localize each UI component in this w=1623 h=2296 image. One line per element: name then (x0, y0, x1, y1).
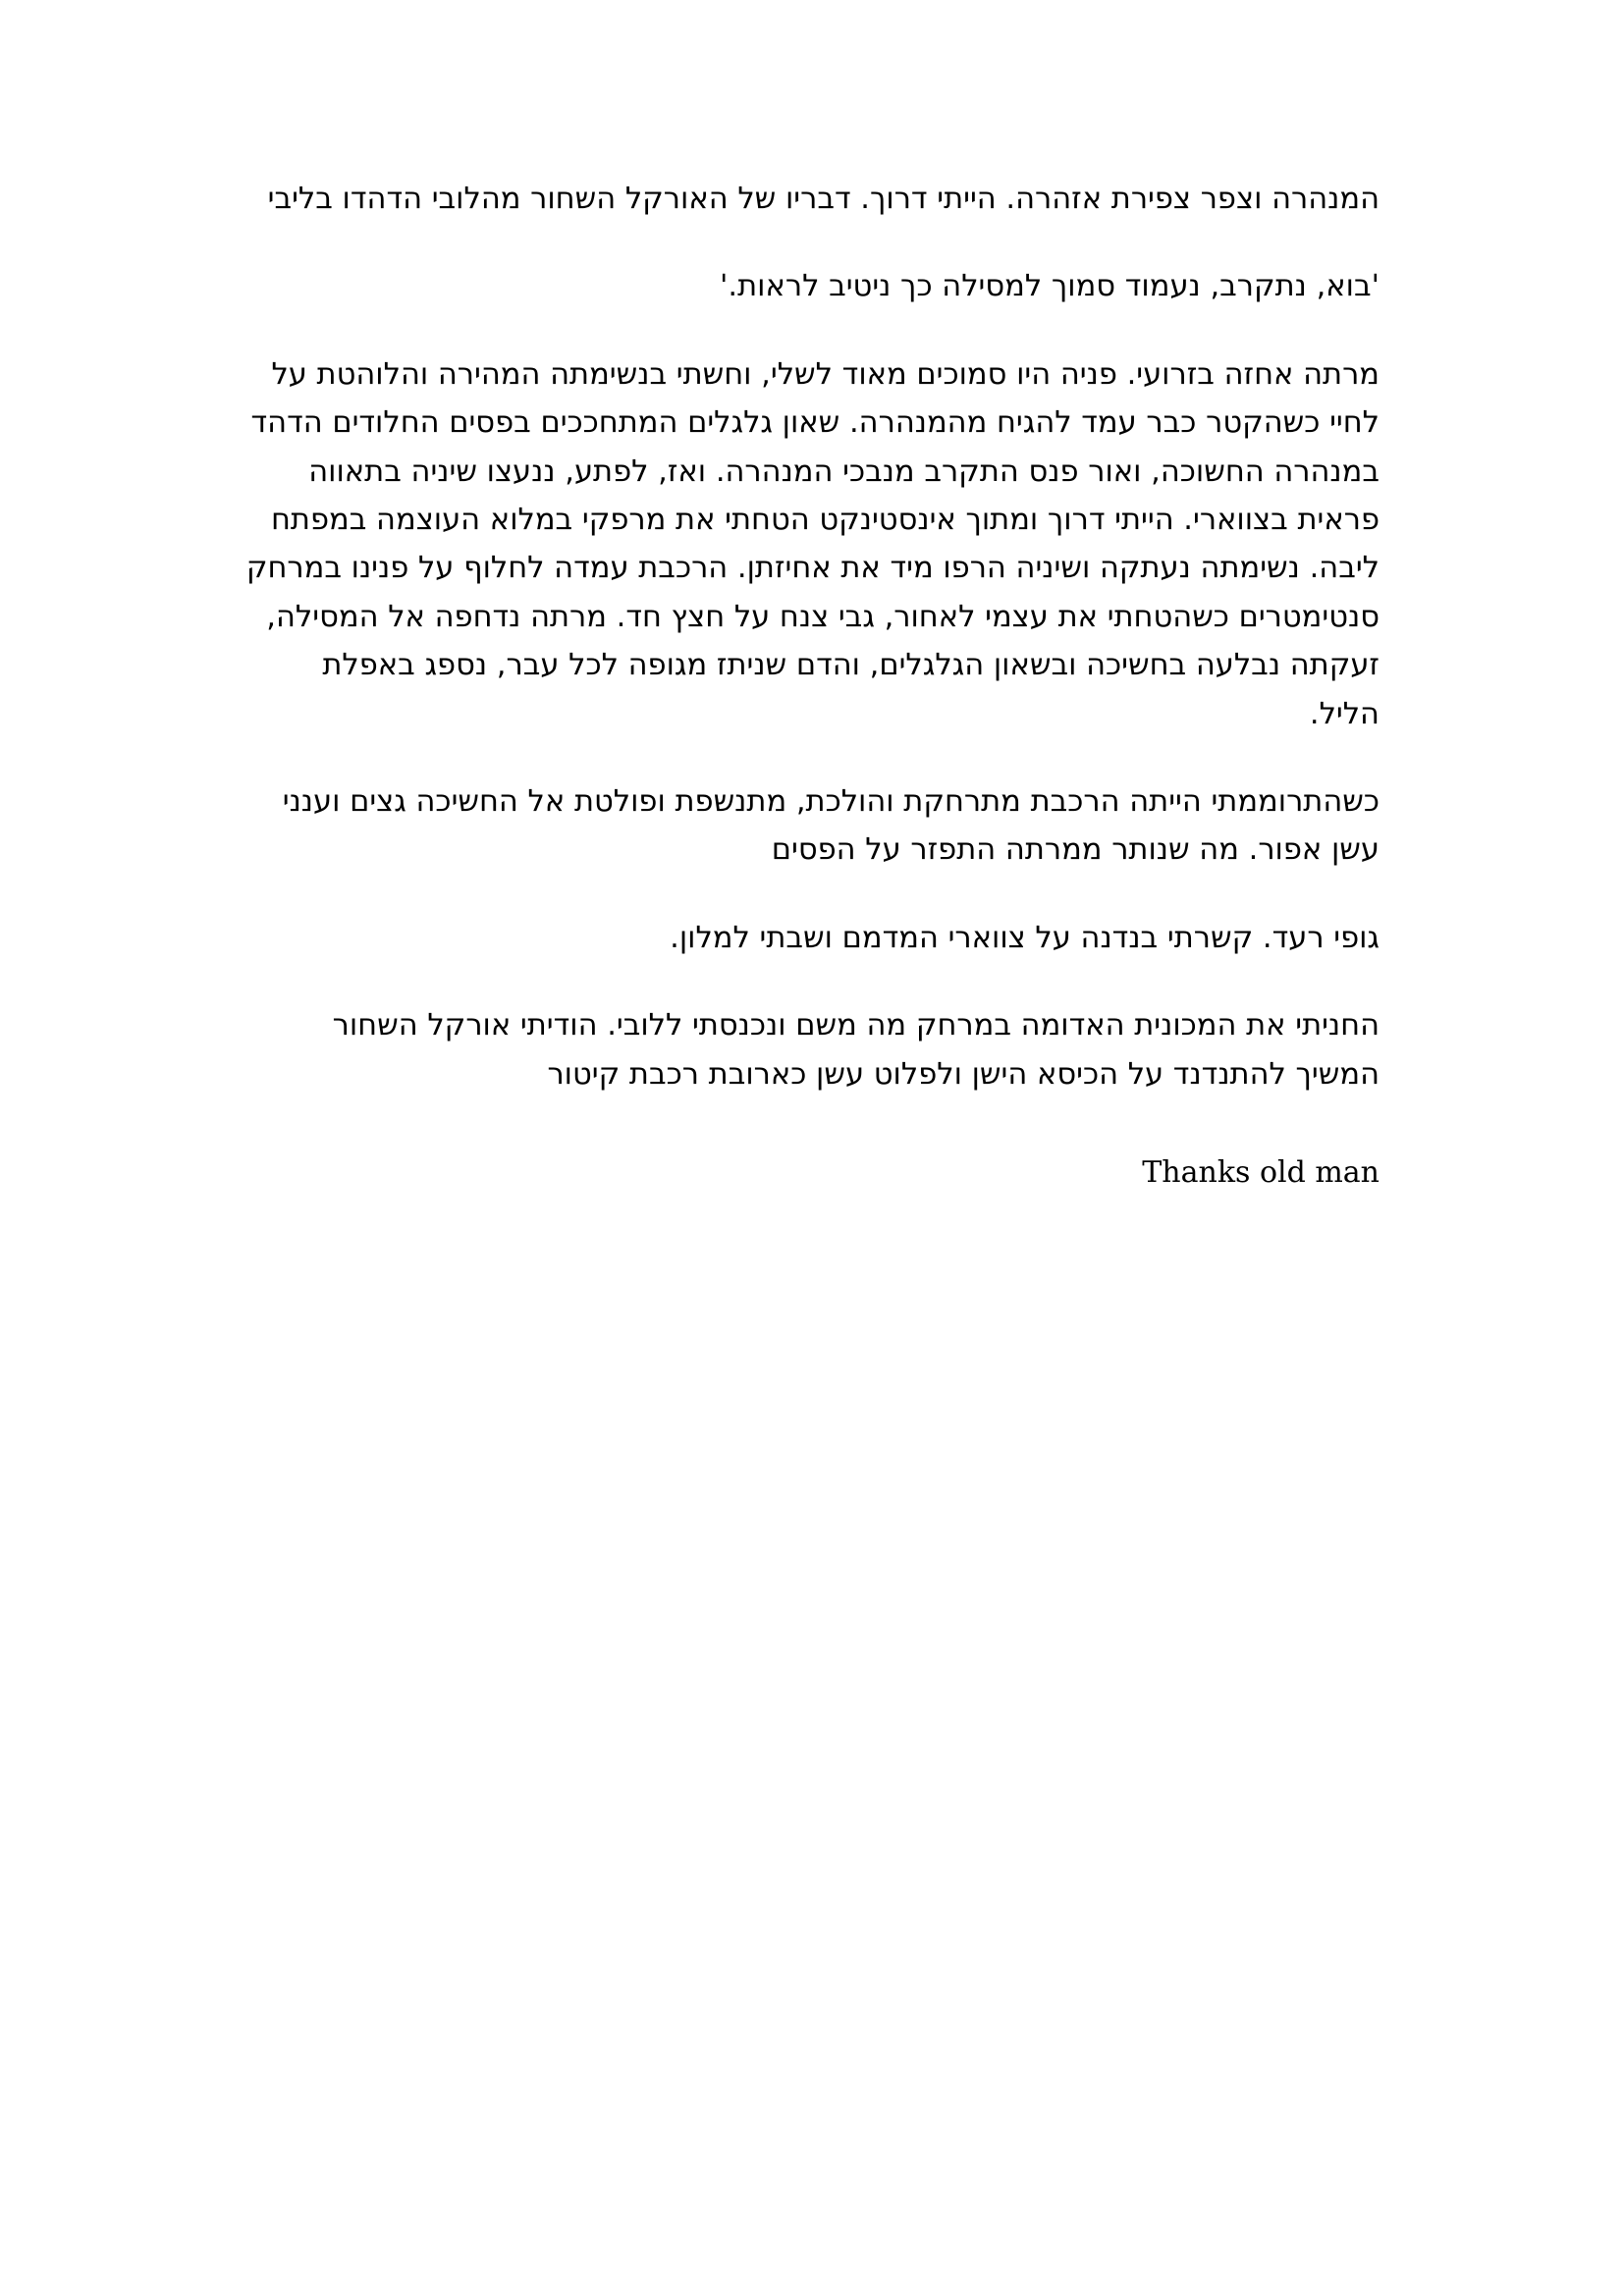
paragraph: מרתה אחזה בזרועי. פניה היו סמוכים מאוד לשלי, וחשתי בנשימתה המהירה והלוהטת על לחיי כשהקטר כבר עמד להגיח מהמנהרה. שאון גלגלים המתחככים בפסים החלודים הדהד במנהרה החשוכה, ואור פנס התקרב מנבכי המנהרה. ואז, לפתע, ננעצו שיניה בתאווה פראית בצווארי. הייתי דרוך ומתוך אינסטינקט הטחתי את מרפקי במלוא העוצמה במפתח ליבה. נשימתה נעתקה ושיניה הרפו מיד את אחיזתן. הרכבת עמדה לחלוף על פנינו במרחק סנטימטרים כשהטחתי את עצמי לאחור, גבי צנח על חצץ חד. מרתה נדחפה אל המסילה, זעקתה נבלעה בחשיכה ובשאון הגלגלים, והדם שניתז מגופה לכל עבר, נספג באפלת הליל. (245, 356, 1380, 731)
paragraph: המנהרה וצפר צפירת אזהרה. הייתי דרוך. דבריו של האורקל השחור מהלובי הדהדו בליבי (267, 182, 1380, 216)
document-body (243, 175, 1380, 1190)
paragraph: גופי רעד. קשרתי בנדנה על צווארי המדמם ושבתי למלון. (670, 920, 1380, 955)
signature-line: Thanks old man (1142, 1155, 1380, 1191)
paragraph: כשהתרוממתי הייתה הרכבת מתרחקת והולכת, מתנשפת ופולטת אל החשיכה גצים וענני עשן אפור. מה שנותר ממרתה התפזר על הפסים (282, 784, 1380, 868)
paragraph: החניתי את המכונית האדומה במרחק מה משם ונכנסתי ללובי. הודיתי אורקל השחור המשיך להתנדנד על הכיסא הישן ולפלוט עשן כארובת רכבת קיטור (332, 1008, 1380, 1092)
paragraph: 'בוא, נתקרב, נעמוד סמוך למסילה כך ניטיב לראות.' (720, 269, 1380, 304)
